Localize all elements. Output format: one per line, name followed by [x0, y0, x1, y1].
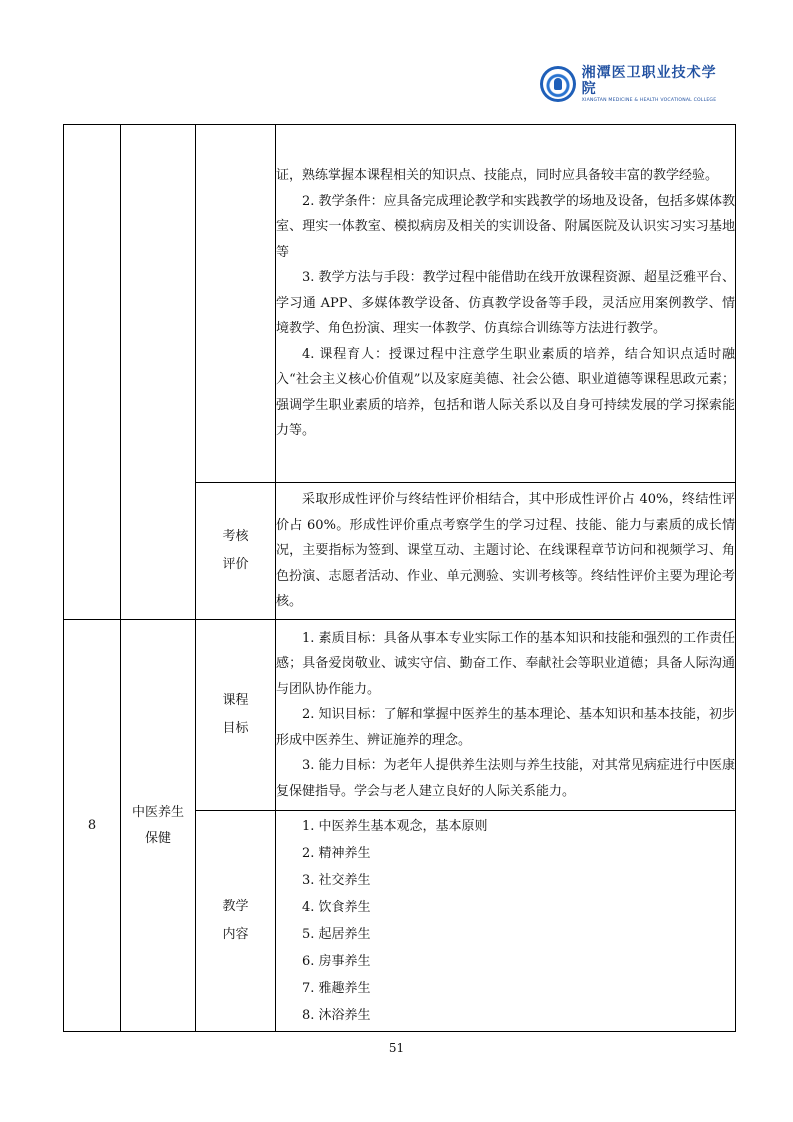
list-item: 5. 起居养生	[302, 927, 371, 942]
label-text: 课程	[222, 693, 249, 708]
cell-assessment-content	[276, 483, 736, 620]
course-name-line: 保健	[144, 830, 171, 846]
college-name	[582, 65, 730, 104]
college-name-en: XIANGTAN MEDICINE & HEALTH VOCATIONAL COLLEGE	[581, 97, 717, 103]
label-text: 考核	[222, 529, 249, 544]
table-row-requirements-continued	[64, 125, 736, 483]
requirements-paragraph: 3. 教学方法与手段：教学过程中能借助在线开放课程资源、超星泛雅平台、学习通 APP、多媒体教学设备、仿真教学设备等手段，灵活应用案例教学、情境教学、角色扮演、理实一体教学、仿真综合训练等方法进行教学。	[276, 270, 735, 337]
list-item: 6. 房事养生	[302, 954, 371, 969]
requirements-paragraph: 2. 教学条件：应具备完成理论教学和实践教学的场地及设备，包括多媒体教室、理实一体教室、模拟病房及相关的实训设备、附属医院及认识实习实习基地等	[276, 193, 735, 260]
cell-label-objectives	[196, 620, 276, 811]
cell-contents-list	[276, 811, 736, 1032]
college-seal-icon	[540, 66, 576, 102]
objective-item: 3. 能力目标：为老年人提供养生法则与养生技能，对其常见病症进行中医康复保健指导。学会与老人建立良好的人际关系能力。	[276, 758, 735, 799]
table-row-course8-objectives	[64, 620, 736, 811]
label-text: 教学	[222, 899, 249, 914]
objective-item: 2. 知识目标：了解和掌握中医养生的基本理论、基本知识和基本技能，初步形成中医养生、辨证施养的理念。	[276, 707, 735, 748]
requirements-paragraph: 4. 课程育人：授课过程中注意学生职业素质的培养，结合知识点适时融入“社会主义核心价值观”以及家庭美德、社会公德、职业道德等课程思政元素；强调学生职业素质的培养，包括和谐人际关系以及自身可持续发展的学习探索能力等。	[276, 346, 735, 439]
requirements-paragraph: 证，熟练掌握本课程相关的知识点、技能点，同时应具备较丰富的教学经验。	[276, 168, 719, 184]
label-text: 内容	[222, 927, 249, 942]
cell-objectives-content	[276, 620, 736, 811]
assessment-text: 采取形成性评价与终结性评价相结合，其中形成性评价占 40%，终结性评价占 60%。形成性评价重点考察学生的学习过程、技能、能力与素质的成长情况，主要指标为签到、课堂互动、主题讨论、在线课程章节访问和视频学习、角色扮演、志愿者活动、作业、单元测验、实训考核等。终结性评价主要为理论考核。	[276, 492, 735, 610]
list-item: 1. 中医养生基本观念，基本原则	[302, 819, 488, 834]
list-item: 2. 精神养生	[302, 846, 371, 861]
list-item: 7. 雅趣养生	[302, 981, 371, 996]
course-name-line: 中医养生	[131, 804, 184, 820]
contents-list	[276, 813, 735, 1029]
list-item: 8. 沐浴养生	[302, 1008, 371, 1023]
cell-label-assessment	[196, 483, 276, 620]
label-text: 评价	[222, 557, 249, 572]
college-logo	[540, 64, 730, 104]
objective-item: 1. 素质目标：具备从事本专业实际工作的基本知识和技能和强烈的工作责任感；具备爱岗敬业、诚实守信、勤奋工作、奉献社会等职业道德；具备人际沟通与团队协作能力。	[276, 630, 735, 697]
label-text: 目标	[222, 721, 249, 736]
list-item: 4. 饮食养生	[302, 900, 371, 915]
page-number: 51	[388, 1041, 405, 1055]
cell-course-prev	[121, 125, 196, 620]
cell-label-contents	[196, 811, 276, 1032]
list-item: 3. 社交养生	[302, 873, 371, 888]
college-name-cn: 湘潭医卫职业技术学院	[581, 64, 717, 97]
cell-label-requirements	[196, 125, 276, 483]
curriculum-table	[63, 124, 736, 1032]
cell-requirements-content	[276, 125, 736, 483]
cell-number-prev	[64, 125, 121, 620]
cell-course-number: 8	[64, 620, 121, 1032]
cell-course-name	[121, 620, 196, 1032]
